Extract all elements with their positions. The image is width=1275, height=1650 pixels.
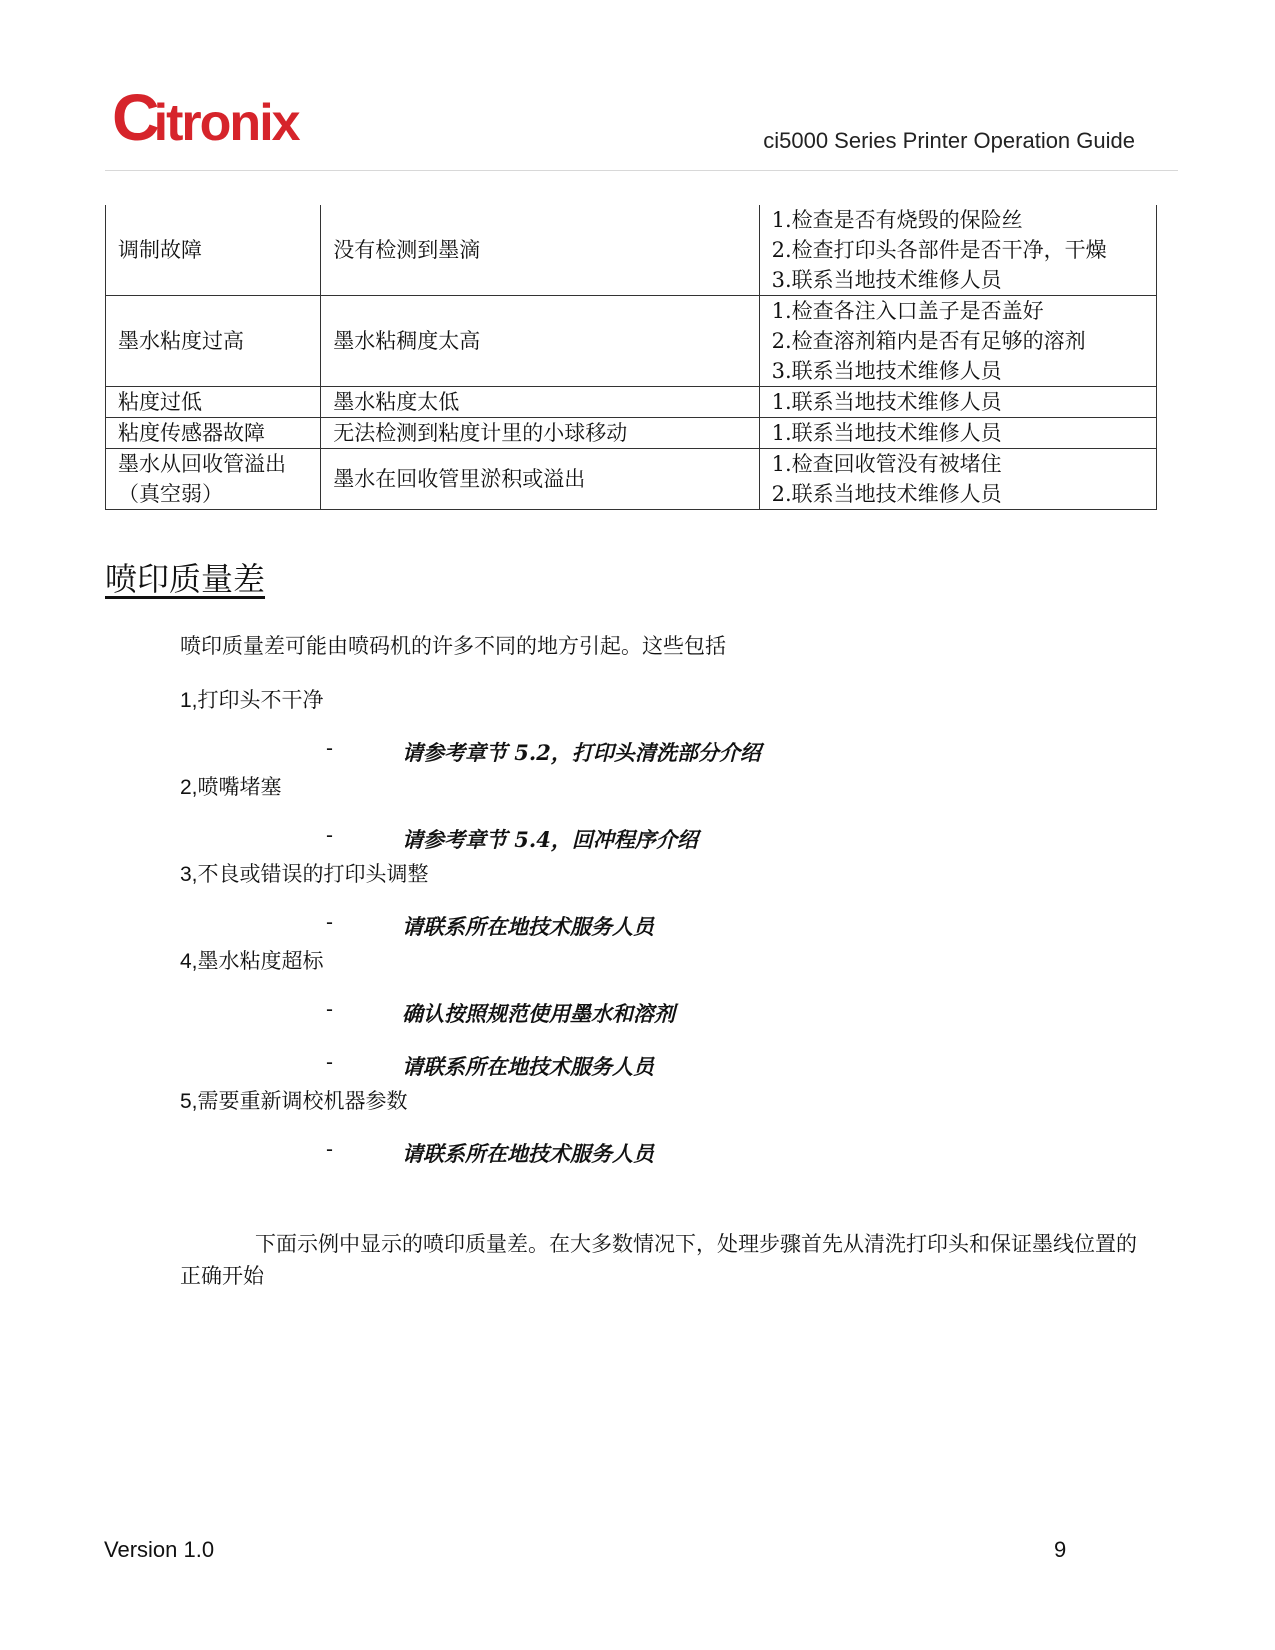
solution-step: 1.检查各注入口盖子是否盖好: [771, 299, 1044, 323]
solution-step: 1.检查是否有烧毁的保险丝: [771, 208, 1023, 232]
solution-step: 2.联系当地技术维修人员: [771, 482, 1002, 506]
cause-cell: 墨水粘度太低: [321, 387, 759, 418]
closing-paragraph: 下面示例中显示的喷印质量差。在大多数情况下，处理步骤首先从清洗打印头和保证墨线位置的正确开始: [180, 1232, 1137, 1288]
table-row: [106, 387, 1157, 418]
solution-cell: [759, 418, 1156, 449]
table-row: [106, 418, 1157, 449]
list-item: 5,需要重新调校机器参数: [180, 1089, 408, 1113]
list-item: 4,墨水粘度超标: [180, 949, 324, 973]
solution-cell: [759, 296, 1156, 387]
citronix-logo: Citronix: [112, 80, 299, 154]
page-number: 9: [1054, 1537, 1067, 1562]
header-divider: [105, 170, 1178, 171]
solution-step: 2.检查溶剂箱内是否有足够的溶剂: [771, 329, 1086, 353]
solution-cell: [759, 449, 1156, 510]
cause-cell: 无法检测到粘度计里的小球移动: [321, 418, 759, 449]
intro-paragraph: 喷印质量差可能由喷码机的许多不同的地方引起。这些包括: [180, 634, 726, 658]
solution-step: 1.联系当地技术维修人员: [771, 390, 1002, 414]
fault-table: [105, 205, 1157, 510]
cause-cell: 墨水粘稠度太高: [321, 296, 759, 387]
solution-cell: [759, 205, 1156, 296]
document-title: ci5000 Series Printer Operation Guide: [763, 128, 1135, 153]
solution-step: 1.联系当地技术维修人员: [771, 421, 1002, 445]
solution-step: 3.联系当地技术维修人员: [771, 268, 1002, 292]
fault-cell: 粘度传感器故障: [106, 418, 321, 449]
list-item: 2,喷嘴堵塞: [180, 775, 282, 799]
solution-step: 2.检查打印头各部件是否干净，干燥: [771, 238, 1107, 262]
fault-cell: 粘度过低: [106, 387, 321, 418]
list-item: 3,不良或错误的打印头调整: [180, 862, 429, 886]
table-row: [106, 449, 1157, 510]
list-item: 1,打印头不干净: [180, 688, 324, 712]
cause-cell: 墨水在回收管里淤积或溢出: [321, 449, 759, 510]
cause-cell: 没有检测到墨滴: [321, 205, 759, 296]
table-row: [106, 296, 1157, 387]
solution-step: 3.联系当地技术维修人员: [771, 359, 1002, 383]
solution-cell: [759, 387, 1156, 418]
solution-step: 1.检查回收管没有被堵住: [771, 452, 1002, 476]
section-heading: 喷印质量差: [105, 560, 266, 598]
table-row: [106, 205, 1157, 296]
fault-cell: 调制故障: [106, 205, 321, 296]
fault-cell: 墨水从回收管溢出（真空弱）: [106, 449, 321, 510]
version-label: Version 1.0: [104, 1537, 215, 1562]
fault-cell: 墨水粘度过高: [106, 296, 321, 387]
